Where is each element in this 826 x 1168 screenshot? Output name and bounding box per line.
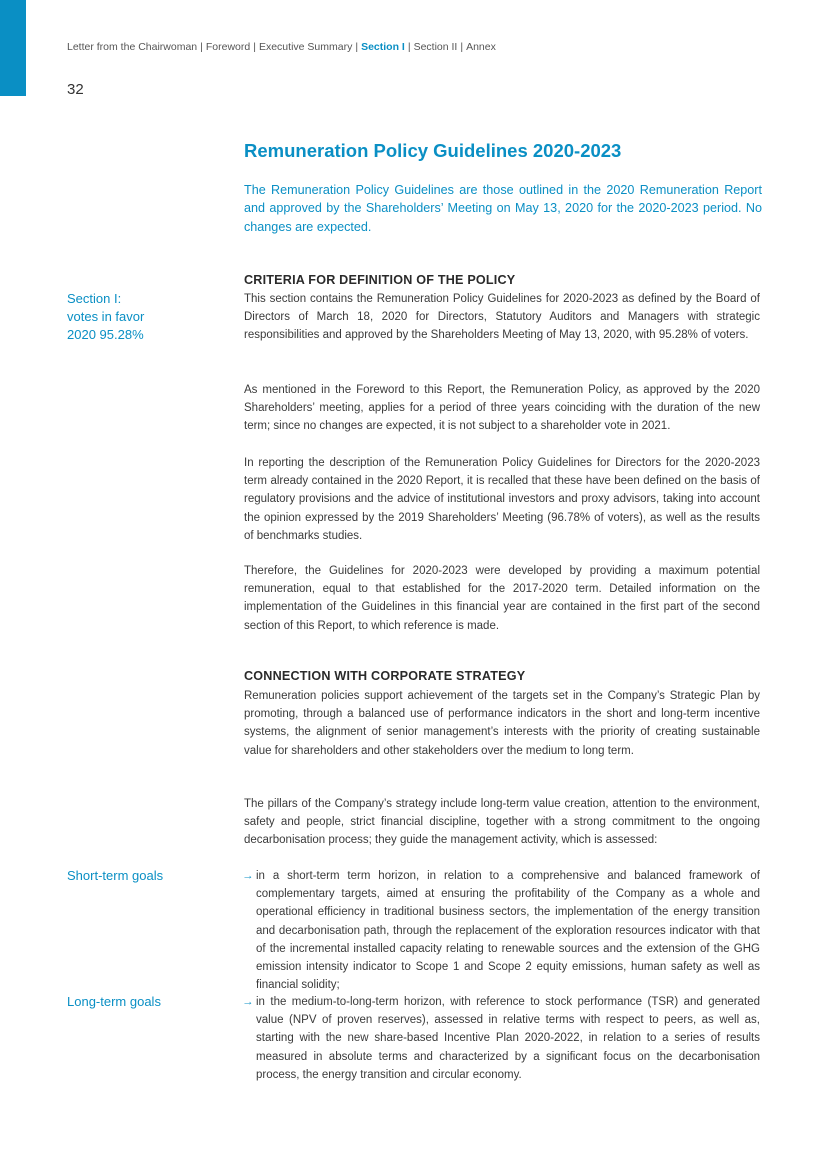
page-title: Remuneration Policy Guidelines 2020-2023 bbox=[244, 140, 622, 161]
breadcrumb-separator: | bbox=[253, 41, 256, 53]
criteria-paragraph-3: In reporting the description of the Remuneration Policy Guidelines for Directors for the 2020-2023 term already contained in the 2020 Report, it is recalled that these have been defined on the basis of regulatory provisions and the advice of institutional investors and proxy advisors, taking into account the opinion expressed by the 2019 Shareholders’ Meeting (96.78% of voters), as well as the results of benchmarks studies. bbox=[244, 457, 760, 542]
breadcrumb-separator: | bbox=[200, 41, 203, 53]
criteria-heading: CRITERIA FOR DEFINITION OF THE POLICY bbox=[244, 273, 516, 287]
breadcrumb-item-chairwoman-letter[interactable]: Letter from the Chairwoman bbox=[67, 41, 198, 53]
breadcrumb bbox=[67, 41, 496, 53]
long-term-goals-bullet bbox=[244, 993, 760, 1084]
breadcrumb-item-executive-summary[interactable]: Executive Summary bbox=[258, 41, 353, 53]
strategy-paragraph-1: Remuneration policies support achievement of the targets set in the Company’s Strategic Plan by promoting, through a balanced use of performance indicators in the short and long-term incentive systems, the alignment of senior management’s interests with the priority of creating sustainable value for shareholders and other stakeholders over the medium to long term. bbox=[244, 690, 760, 757]
side-note-line: 2020 95.28% bbox=[67, 327, 144, 343]
bullet-text: in a short-term term horizon, in relation to a comprehensive and balanced framework of complementary targets, aimed at ensuring the profitability of the Company as a whole and operational efficiency in traditional business sectors, the implementation of the energy transition and decarbonisation path, through the replacement of the exploration resources indicator with that of the incremental installed capacity relating to renewable sources and the extension of the GHG emission intensity indicator to Scope 1 and Scope 2 equity emissions, human safety as well as financial solidity; bbox=[256, 870, 760, 992]
short-term-goals-label: Short-term goals bbox=[67, 868, 164, 883]
criteria-paragraph-1: This section contains the Remuneration Policy Guidelines for 2020-2023 as defined by the Board of Directors of March 18, 2020 for Directors, Statutory Auditors and Managers with strategic responsibilities and approved by the Shareholders Meeting of May 13, 2020, with 95.28% of voters. bbox=[244, 293, 760, 342]
criteria-paragraph-2: As mentioned in the Foreword to this Report, the Remuneration Policy, as approved by the 2020 Shareholders’ meeting, applies for a period of three years coinciding with the duration of the new term; since no changes are expected, it is not subject to a shareholder vote in 2021. bbox=[244, 384, 760, 433]
arrow-right-icon: → bbox=[242, 870, 254, 882]
short-term-goals-bullet bbox=[244, 867, 760, 994]
breadcrumb-item-section-i[interactable]: Section I bbox=[361, 41, 405, 53]
strategy-paragraph-2: The pillars of the Company’s strategy include long-term value creation, attention to the environment, safety and people, strict financial discipline, together with a strong commitment to the ongoing decarbonisation process; they guide the management activity, which is assessed: bbox=[244, 798, 760, 847]
breadcrumb-separator: | bbox=[407, 41, 411, 53]
breadcrumb-separator: | bbox=[460, 41, 464, 53]
breadcrumb-separator: | bbox=[355, 41, 359, 53]
arrow-right-icon: → bbox=[242, 996, 254, 1008]
breadcrumb-item-foreword[interactable]: Foreword bbox=[205, 41, 251, 53]
votes-side-note bbox=[67, 290, 144, 345]
side-note-line: Section I: bbox=[67, 291, 122, 306]
breadcrumb-item-annex[interactable]: Annex bbox=[466, 41, 496, 53]
accent-bar bbox=[0, 0, 26, 96]
intro-text: The Remuneration Policy Guidelines are those outlined in the 2020 Remuneration Report and approved by the Shareholders’ Meeting on May 13, 2020 for the 2020-2023 period. No changes are expected. bbox=[244, 183, 762, 234]
strategy-heading: CONNECTION WITH CORPORATE STRATEGY bbox=[244, 669, 526, 683]
breadcrumb-item-section-ii[interactable]: Section II bbox=[413, 41, 458, 53]
bullet-text: in the medium-to-long-term horizon, with reference to stock performance (TSR) and generated value (NPV of proven reserves), assessed in relative terms with respect to peers, as well as, starting with the new share-based Incentive Plan 2020-2022, in relation to a series of results measured in absolute terms and characterized by a significant focus on the decarbonisation process, the energy transition and circular economy. bbox=[256, 996, 760, 1081]
side-note-line: votes in favor bbox=[67, 309, 145, 325]
page-number: 32 bbox=[67, 81, 84, 98]
criteria-paragraph-4: Therefore, the Guidelines for 2020-2023 were developed by providing a maximum potential remuneration, equal to that established for the 2017-2020 term. Detailed information on the implementation of the Guidelines in this financial year are contained in the first part of the second section of this Report, to which reference is made. bbox=[244, 565, 760, 632]
long-term-goals-label: Long-term goals bbox=[67, 994, 161, 1009]
